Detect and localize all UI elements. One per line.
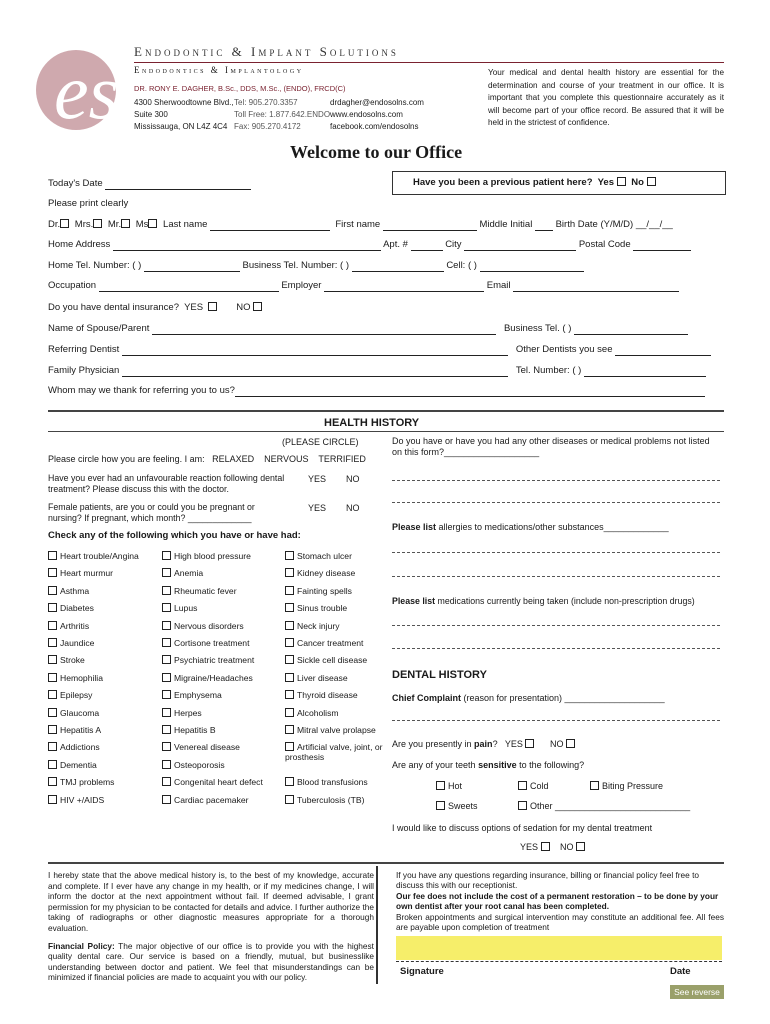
condition-label: High blood pressure [174, 551, 251, 561]
condition-checkbox[interactable] [48, 638, 57, 647]
condition-checkbox[interactable] [285, 742, 294, 751]
pain-yes-label: YES [504, 739, 523, 749]
prev-yes-checkbox[interactable] [617, 177, 626, 186]
condition-label: Jaundice [60, 638, 95, 648]
policy-body: The major objective of our office is to provide you with the highest quality dental care. Our service is based on a friendly, mutual, but businesslike understanding between doctor and patient. We feel that misunderstandings can be minimized if financial policies are made to acquaint you with our policy. [48, 940, 374, 983]
sedation-yes-checkbox[interactable] [541, 842, 550, 851]
last-name-field[interactable] [210, 221, 330, 231]
questions-text: If you have any questions regarding insurance, billing or financial policy feel free to discuss this with our receptionist. [396, 870, 700, 891]
sedation-yes-label: YES [520, 842, 539, 852]
date-label: Date [670, 966, 691, 977]
condition-label: Heart trouble/Angina [60, 551, 139, 561]
condition-label: Hemophilia [60, 672, 103, 683]
condition-item [285, 777, 385, 787]
condition-label: Osteoporosis [174, 759, 225, 770]
hot-label: Hot [448, 781, 463, 791]
condition-checkbox[interactable] [48, 673, 57, 682]
condition-checkbox[interactable] [285, 603, 294, 612]
city-field[interactable] [464, 241, 576, 251]
page-title: Welcome to our Office [290, 142, 463, 162]
condition-item [162, 586, 277, 596]
condition-item [162, 655, 277, 665]
condition-item [48, 568, 163, 578]
pain-no-label: NO [549, 739, 564, 749]
sensitive-bold: sensitive [478, 760, 517, 770]
spouse-label: Name of Spouse/Parent [48, 323, 150, 334]
condition-label: Congenital heart defect [174, 777, 263, 788]
condition-item [48, 777, 163, 787]
insurance-yes-checkbox[interactable] [208, 302, 217, 311]
business-tel-label: Business Tel. Number: ( ) [242, 260, 350, 271]
condition-label: Heart murmur [60, 568, 114, 579]
condition-label: Anemia [174, 568, 204, 579]
mr-label: Mr. [107, 219, 122, 230]
other-checkbox[interactable] [518, 801, 527, 810]
home-address-field[interactable] [113, 241, 381, 251]
condition-checkbox[interactable] [48, 725, 57, 734]
dr-checkbox[interactable] [60, 219, 69, 228]
condition-item [285, 551, 385, 561]
condition-label: Herpes [174, 707, 202, 718]
condition-label: Thyroid disease [297, 690, 358, 701]
terrified-option[interactable]: TERRIFIED [318, 454, 366, 464]
condition-checkbox[interactable] [162, 551, 171, 560]
condition-item [285, 655, 385, 665]
please-circle: (PLEASE CIRCLE) [282, 437, 359, 447]
print-clearly: Please print clearly [48, 198, 129, 209]
chief-bold: Chief Complaint [392, 693, 461, 703]
other-dentists-field[interactable] [615, 346, 711, 356]
sens-other [518, 800, 690, 812]
spouse-business-tel-field[interactable] [574, 325, 688, 335]
referring-row [48, 344, 711, 356]
condition-checkbox[interactable] [162, 603, 171, 612]
condition-checkbox[interactable] [162, 777, 171, 786]
condition-item [285, 638, 385, 648]
sweets-checkbox[interactable] [436, 801, 445, 810]
sensitive-row [392, 759, 584, 771]
statement-text: I hereby state that the above medical history is, to the best of my knowledge, accurate and complete. If I ever have any change in my health, or if my medicines change, I will inform the doctor at the next appointment without fail. If deemed advisable, I grant permission for my physician to be contacted for details and advice. I further authorize the taking of radiographs or other diagnostic measures appropriate for a thorough evaluation. [48, 870, 374, 933]
dental-history-heading: DENTAL HISTORY [392, 669, 487, 681]
condition-item [162, 621, 277, 631]
address-line2: Suite 300 [134, 110, 168, 119]
condition-item [162, 603, 277, 613]
occupation-label: Occupation [48, 280, 97, 291]
condition-item [162, 760, 277, 770]
condition-checkbox[interactable] [162, 725, 171, 734]
condition-label: Mitral valve prolapse [297, 725, 376, 735]
first-name-field[interactable] [383, 221, 477, 231]
insurance-label: Do you have dental insurance? [48, 302, 179, 313]
previous-patient-row [413, 177, 659, 189]
hot-checkbox[interactable] [436, 781, 445, 790]
condition-item [48, 655, 163, 665]
condition-label: Blood transfusions [297, 777, 368, 788]
logo [34, 38, 134, 138]
spouse-field[interactable] [152, 325, 496, 335]
condition-label: Dementia [60, 759, 97, 770]
practice-name: Endodontic & Implant Solutions [134, 44, 399, 59]
sensitive-tail: to the following? [516, 760, 585, 770]
condition-label: Fainting spells [297, 585, 352, 596]
pain-yes-checkbox[interactable] [525, 739, 534, 748]
condition-checkbox[interactable] [162, 690, 171, 699]
condition-checkbox[interactable] [48, 568, 57, 577]
first-name-label: First name [335, 219, 381, 230]
other-label: Other ___________________________ [530, 801, 691, 811]
reaction-question: Have you ever had an unfavourable reaction following dental treatment? Please discuss this with the doctor. [48, 473, 285, 494]
physician-tel-field[interactable] [584, 367, 706, 377]
email-link[interactable]: drdagher@endosolns.com [330, 98, 424, 107]
condition-item [285, 795, 385, 805]
see-reverse-button[interactable]: See reverse [670, 985, 724, 999]
condition-checkbox[interactable] [162, 742, 171, 751]
condition-item [48, 795, 163, 805]
sedation-no-checkbox[interactable] [576, 842, 585, 851]
occupation-field[interactable] [99, 282, 279, 292]
previous-patient-box [392, 171, 726, 195]
condition-checkbox[interactable] [48, 655, 57, 664]
chief-complaint-label: (reason for presentation) ____________________ [461, 693, 665, 703]
condition-checkbox[interactable] [285, 638, 294, 647]
home-address-label: Home Address [48, 239, 111, 250]
condition-item [285, 621, 385, 631]
insurance-no-checkbox[interactable] [253, 302, 262, 311]
prev-yes-label: Yes [597, 177, 614, 188]
birth-date-field[interactable]: __/__/__ [635, 219, 673, 230]
condition-label: Cancer treatment [297, 638, 364, 648]
es-logo-icon [34, 38, 134, 138]
condition-item [48, 742, 163, 752]
dr-label: Dr. [48, 219, 61, 230]
spouse-row [48, 323, 688, 335]
health-history-heading: HEALTH HISTORY [324, 417, 420, 429]
family-physician-field[interactable] [122, 367, 508, 377]
name-row [48, 219, 673, 231]
condition-item [162, 725, 277, 735]
sweets-label: Sweets [448, 801, 478, 811]
condition-checkbox[interactable] [162, 586, 171, 595]
condition-label: Tuberculosis (TB) [297, 794, 365, 805]
condition-label: Migraine/Headaches [174, 672, 253, 683]
condition-checkbox[interactable] [48, 777, 57, 786]
physician-tel-label: Tel. Number: ( ) [515, 365, 582, 376]
mrs-label: Mrs. [74, 219, 94, 230]
condition-item [48, 586, 163, 596]
condition-label: Sickle cell disease [297, 655, 368, 666]
condition-item [48, 603, 163, 613]
condition-checkbox[interactable] [162, 568, 171, 577]
ms-label: Ms [135, 219, 149, 230]
sedation-row [520, 841, 588, 853]
referral-thanks-row [48, 385, 705, 397]
condition-checkbox[interactable] [48, 603, 57, 612]
condition-checkbox[interactable] [162, 760, 171, 769]
cold-label: Cold [530, 781, 549, 791]
pain-bold: pain [474, 739, 493, 749]
practice-subtitle: Endodontics & Implantology [134, 65, 304, 75]
condition-checkbox[interactable] [285, 690, 294, 699]
home-tel-field[interactable] [144, 262, 240, 272]
condition-label: Liver disease [297, 672, 348, 683]
divider [48, 410, 724, 412]
condition-label: Hepatitis A [60, 725, 102, 735]
occupation-row [48, 280, 679, 292]
facebook-link[interactable]: facebook.com/endosolns [330, 122, 419, 131]
allergies-label: allergies to medications/other substances_____________ [436, 522, 669, 532]
condition-label: Nervous disorders [174, 620, 244, 631]
insurance-yes-label: YES [184, 302, 204, 313]
condition-label: Cortisone treatment [174, 638, 250, 648]
condition-checkbox[interactable] [285, 655, 294, 664]
condition-checkbox[interactable] [162, 795, 171, 804]
condition-item [162, 568, 277, 578]
condition-checkbox[interactable] [48, 795, 57, 804]
last-name-label: Last name [163, 219, 208, 230]
condition-label: Psychiatric treatment [174, 655, 255, 666]
sensitive-label: Are any of your teeth [392, 760, 479, 770]
allergies-bold: Please list [392, 522, 437, 532]
whom-thank-field[interactable] [235, 387, 705, 397]
sedation-no-label: NO [560, 842, 574, 852]
todays-date-field[interactable] [105, 180, 251, 190]
email-field[interactable] [513, 282, 679, 292]
condition-item [162, 551, 277, 561]
biting-label: Biting Pressure [602, 781, 664, 791]
reaction-yes[interactable]: YES [308, 474, 327, 484]
condition-item [285, 725, 385, 735]
postal-code-field[interactable] [633, 241, 691, 251]
apt-field[interactable] [411, 241, 443, 251]
toll-free: Toll Free: 1.877.642.ENDO [234, 110, 331, 119]
postal-code-label: Postal Code [578, 239, 631, 250]
condition-checkbox[interactable] [285, 621, 294, 630]
fax: Fax: 905.270.4172 [234, 122, 301, 131]
address-line1: 4300 Sherwoodtowne Blvd., [134, 98, 234, 107]
condition-label: Kidney disease [297, 568, 356, 579]
feeling-label: Please circle how you are feeling. I am: [48, 454, 205, 464]
nervous-option[interactable]: NERVOUS [264, 454, 309, 464]
condition-item [48, 673, 163, 683]
todays-date-label: Today's Date [48, 178, 103, 189]
whom-thank-label: Whom may we thank for referring you to us? [48, 385, 235, 396]
email-label: Email [486, 280, 511, 291]
address-line3: Mississauga, ON L4Z 4C4 [134, 122, 228, 131]
condition-label: Stroke [60, 655, 85, 666]
feeling-row [48, 453, 366, 465]
condition-item [48, 638, 163, 648]
insurance-no-label: NO [236, 302, 251, 313]
condition-label: Epilepsy [60, 690, 93, 701]
condition-item [162, 690, 277, 700]
other-dentists-label: Other Dentists you see [515, 344, 613, 355]
condition-item [48, 708, 163, 718]
condition-item [285, 708, 385, 718]
chief-complaint-row [392, 692, 665, 704]
condition-checkbox[interactable] [48, 621, 57, 630]
condition-checkbox[interactable] [162, 621, 171, 630]
signature-label: Signature [400, 966, 444, 977]
pain-row [392, 738, 578, 750]
condition-label: Addictions [60, 742, 100, 753]
sens-cold [518, 780, 549, 792]
allergies-row [392, 521, 669, 533]
website-link[interactable]: www.endosolns.com [330, 110, 403, 119]
condition-label: Glaucoma [60, 707, 100, 718]
mrs-checkbox[interactable] [93, 219, 102, 228]
condition-checkbox[interactable] [162, 655, 171, 664]
condition-item [162, 673, 277, 683]
condition-label: Rheumatic fever [174, 585, 237, 596]
condition-checkbox[interactable] [285, 586, 294, 595]
pain-no-checkbox[interactable] [566, 739, 575, 748]
relaxed-option[interactable]: RELAXED [212, 454, 255, 464]
condition-item [162, 708, 277, 718]
condition-label: Hepatitis B [174, 725, 216, 735]
medications-row [392, 595, 695, 607]
broken-text: Broken appointments and surgical intervention may constitute an additional fee. All fees are payable upon completion of treatment [396, 911, 724, 933]
condition-checkbox[interactable] [285, 725, 294, 734]
condition-item [48, 725, 163, 735]
medications-label: medications currently being taken (include non-prescription drugs) [435, 596, 695, 606]
previous-patient-label: Have you been a previous patient here? [413, 177, 593, 188]
condition-item [48, 551, 163, 561]
condition-item [48, 621, 163, 631]
condition-checkbox[interactable] [48, 690, 57, 699]
footer-right [396, 870, 724, 932]
pregnant-no[interactable]: NO [346, 503, 360, 513]
cold-checkbox[interactable] [518, 781, 527, 790]
fee-text: Our fee does not include the cost of a permanent restoration – to be done by your own dentist after your root canal has been completed. [396, 890, 719, 912]
condition-checkbox[interactable] [48, 742, 57, 751]
phone-row [48, 260, 584, 272]
condition-label: Artificial valve, joint, or prosthesis [285, 742, 383, 763]
sens-biting [590, 780, 663, 792]
check-any-heading: Check any of the following which you have or have had: [48, 530, 301, 541]
condition-item [48, 690, 163, 700]
condition-label: Cardiac pacemaker [174, 794, 249, 805]
condition-checkbox[interactable] [48, 551, 57, 560]
svg-text:es: es [54, 48, 119, 135]
policy-text [48, 941, 374, 983]
condition-label: Emphysema [174, 690, 222, 701]
condition-item [48, 760, 163, 770]
condition-label: Arthritis [60, 620, 90, 631]
condition-item [285, 586, 385, 596]
todays-date-row [48, 178, 251, 190]
condition-checkbox[interactable] [285, 795, 294, 804]
birth-date-label: Birth Date (Y/M/D) [555, 219, 634, 230]
condition-label: TMJ problems [60, 777, 115, 788]
intro-text: Your medical and dental health history are essential for the determination and course of your treatment in our office. It is important that you complete this questionnaire accurately as it will become part of your office record. Be assured that it will be held in the strictest of confidence. [488, 68, 724, 127]
condition-item [285, 742, 385, 762]
sedation-question: I would like to discuss options of sedation for my dental treatment [392, 823, 653, 833]
condition-label: Asthma [60, 585, 90, 596]
biting-checkbox[interactable] [590, 781, 599, 790]
meds-bold: Please list [392, 596, 436, 606]
employer-field[interactable] [324, 282, 484, 292]
referring-dentist-field[interactable] [122, 346, 508, 356]
condition-checkbox[interactable] [285, 777, 294, 786]
middle-initial-field[interactable] [535, 221, 553, 231]
condition-label: Diabetes [60, 603, 94, 614]
signature-highlight[interactable] [396, 936, 722, 960]
condition-item [285, 603, 385, 613]
family-physician-label: Family Physician [48, 365, 120, 376]
condition-checkbox[interactable] [285, 551, 294, 560]
condition-checkbox[interactable] [48, 708, 57, 717]
condition-checkbox[interactable] [48, 760, 57, 769]
condition-label: Sinus trouble [297, 603, 348, 614]
ms-checkbox[interactable] [148, 219, 157, 228]
pregnant-question: Female patients, are you or could you be pregnant or nursing? If pregnant, which month? _____________ [48, 502, 255, 523]
condition-checkbox[interactable] [162, 708, 171, 717]
condition-checkbox[interactable] [285, 708, 294, 717]
condition-label: Neck injury [297, 620, 340, 631]
reaction-no[interactable]: NO [346, 474, 360, 484]
prev-no-label: No [631, 177, 644, 188]
condition-label: Lupus [174, 603, 198, 614]
condition-item [285, 690, 385, 700]
condition-item [285, 568, 385, 578]
tel: Tel: 905.270.3357 [234, 98, 298, 107]
business-tel-field[interactable] [352, 262, 444, 272]
condition-item [162, 777, 277, 787]
cell-label: Cell: ( ) [446, 260, 477, 271]
pain-label: Are you presently in [392, 739, 475, 749]
condition-checkbox[interactable] [162, 673, 171, 682]
other-diseases-question: Do you have or have you had any other diseases or medical problems not listed on this form?___________________ [392, 436, 710, 457]
referring-dentist-label: Referring Dentist [48, 344, 120, 355]
condition-checkbox[interactable] [285, 673, 294, 682]
condition-item [162, 742, 277, 752]
home-tel-label: Home Tel. Number: ( ) [48, 260, 142, 271]
city-label: City [445, 239, 462, 250]
condition-label: Venereal disease [174, 742, 240, 753]
condition-item [285, 673, 385, 683]
employer-label: Employer [281, 280, 322, 291]
pregnant-yes[interactable]: YES [308, 503, 327, 513]
doctor-name: DR. RONY E. DAGHER, B.Sc., DDS, M.Sc., (ENDO), FRCD(C) [134, 84, 346, 93]
mr-checkbox[interactable] [121, 219, 130, 228]
condition-item [162, 795, 277, 805]
footer-left-box [48, 866, 378, 984]
policy-label: Financial Policy: [48, 940, 115, 951]
condition-label: Alcoholism [297, 707, 339, 718]
cell-field[interactable] [480, 262, 584, 272]
spouse-business-tel-label: Business Tel. ( ) [503, 323, 572, 334]
apt-label: Apt. # [383, 239, 408, 250]
prev-no-checkbox[interactable] [647, 177, 656, 186]
address-row [48, 239, 691, 251]
insurance-row [48, 302, 265, 314]
sens-sweets [436, 800, 478, 812]
condition-checkbox[interactable] [285, 568, 294, 577]
condition-checkbox[interactable] [162, 638, 171, 647]
physician-row [48, 365, 706, 377]
pain-q: ? [492, 739, 498, 749]
condition-item [162, 638, 277, 648]
condition-checkbox[interactable] [48, 586, 57, 595]
condition-label: HIV +/AIDS [60, 794, 105, 805]
middle-initial-label: Middle Initial [479, 219, 533, 230]
condition-label: Stomach ulcer [297, 551, 352, 561]
sens-hot [436, 780, 462, 792]
